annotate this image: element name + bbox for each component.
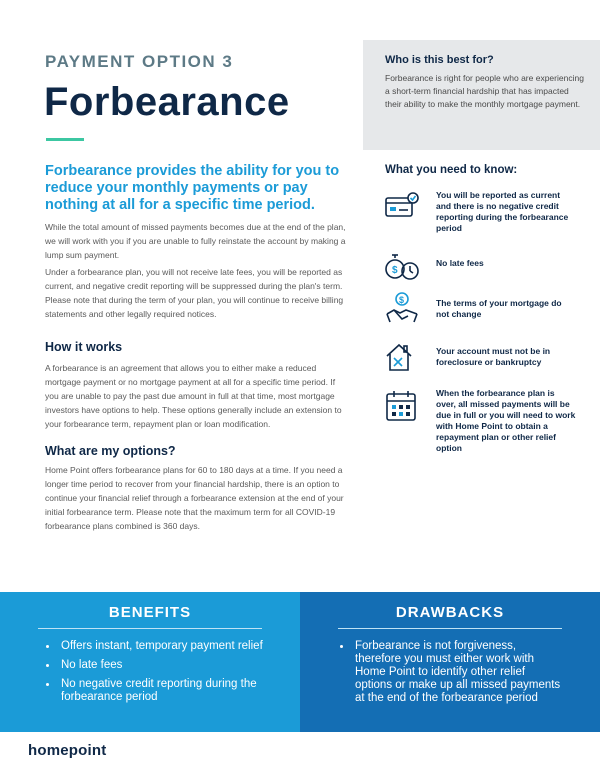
- page-title: Forbearance: [44, 80, 290, 124]
- house-x-icon: [384, 340, 420, 376]
- handshake-dollar-icon: [384, 292, 420, 328]
- list-item: [46, 678, 276, 704]
- need-to-know-heading: What you need to know:: [385, 164, 518, 176]
- stopwatch-dollar-icon: [384, 250, 420, 286]
- need-item-text: The terms of your mortgage do not change: [436, 298, 562, 319]
- best-for-heading: Who is this best for?: [385, 54, 494, 66]
- drawbacks-list: [340, 640, 565, 711]
- need-item: [384, 190, 594, 250]
- need-item-text: You will be reported as current and there is no negative credit reporting during the forbearance period: [436, 190, 569, 233]
- drawbacks-panel: [300, 592, 600, 732]
- list-item-text: Offers instant, temporary payment relief: [61, 640, 263, 652]
- list-item-text: Forbearance is not forgiveness, therefore you must either work with Home Point to identify other relief options or make up all missed payments at the end of the forbearance period: [355, 640, 561, 704]
- how-it-works-text: A forbearance is an agreement that allows you to either make a reduced mortgage payment or no mortgage payment at all for a specific time period. If you are unable to pay the past due amount in full at that time, most mortgage investors have options to help. These options generally include an extension to your forbearance term, repayment plan or loan modification.: [45, 363, 342, 429]
- paragraph: While the total amount of missed payments becomes due at the end of the plan, we will work with you if you are unable to fully reinstate the account by making a lump sum payment.: [45, 222, 346, 260]
- best-for-text: Forbearance is right for people who are experiencing a short-term financial hardship that has impacted their ability to make the monthly mortgage payment.: [385, 73, 584, 109]
- options-text: Home Point offers forbearance plans for 60 to 180 days at a time. If you need a longer time period to recover from your financial hardship, there is an option to continue your financial relief through a forbearance extension at the end of your initial forbearance term. Please note that the maximum term for all COVID-19 forbearance plans combined is 360 days.: [45, 465, 344, 531]
- divider: [38, 628, 262, 629]
- benefits-list: [46, 640, 276, 710]
- paragraph: Under a forbearance plan, you will not receive late fees, you will be reported as current, and negative credit reporting will be suppressed during the plan's term. Please note that during the term of your plan, you will continue to receive billing statements and other legally required notices.: [45, 267, 344, 319]
- homepoint-logo: homepoint: [28, 742, 107, 759]
- list-item-text: No negative credit reporting during the forbearance period: [61, 678, 257, 703]
- list-item-text: No late fees: [61, 659, 123, 671]
- list-item: [46, 640, 276, 653]
- how-it-works-heading: How it works: [45, 340, 123, 354]
- credit-card-check-icon: [384, 190, 420, 226]
- svg-text:$: $: [399, 295, 405, 305]
- divider: [338, 628, 562, 629]
- title-accent-rule: [46, 138, 84, 141]
- benefits-panel: [0, 592, 300, 732]
- list-item: [340, 640, 565, 705]
- calendar-icon: [384, 388, 420, 424]
- svg-text:$: $: [392, 265, 398, 276]
- benefits-heading: BENEFITS: [108, 604, 192, 621]
- page-kicker: PAYMENT OPTION 3: [45, 52, 234, 71]
- intro-text: Forbearance provides the ability for you to reduce your monthly payments or pay nothing at all for a specific time period.: [45, 163, 340, 213]
- need-item-text: No late fees: [436, 258, 484, 268]
- need-item: [384, 388, 594, 453]
- options-heading: What are my options?: [45, 444, 176, 458]
- need-item-text: Your account must not be in foreclosure or bankruptcy: [436, 346, 551, 367]
- need-item-text: When the forbearance plan is over, all missed payments will be due in full or you will need to work with Home Point to obtain a repayment plan or other relief option: [436, 388, 576, 453]
- list-item: [46, 659, 276, 672]
- drawbacks-heading: DRAWBACKS: [395, 604, 505, 621]
